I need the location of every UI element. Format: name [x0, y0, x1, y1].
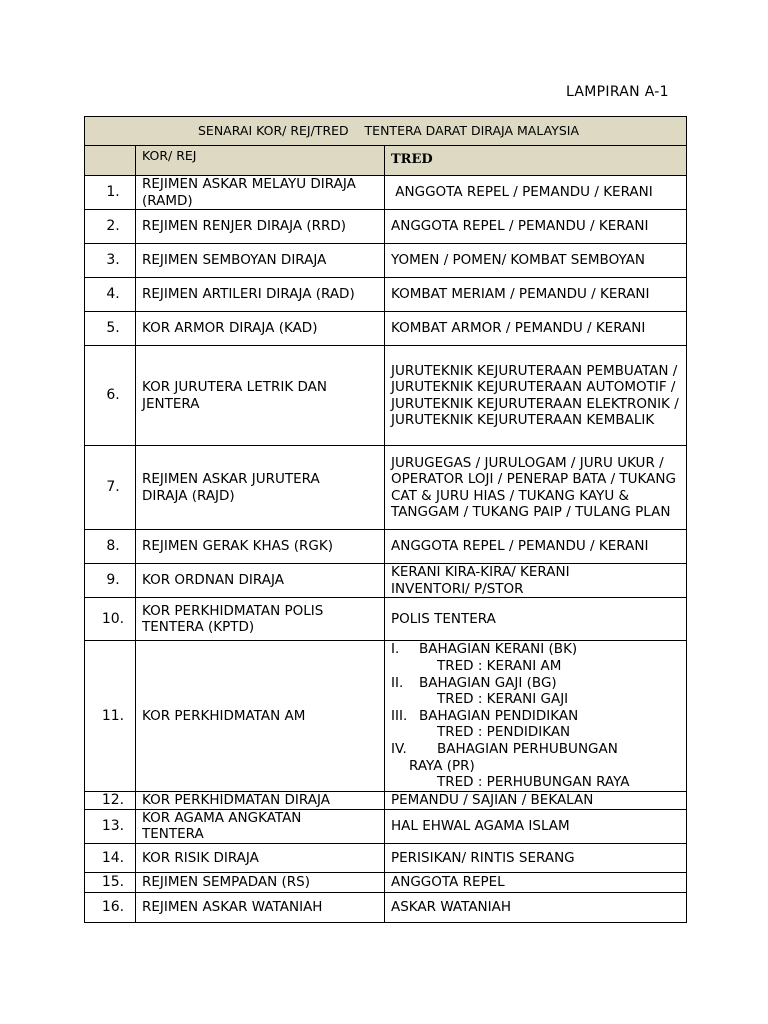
row-kor: KOR AGAMA ANGKATAN TENTERA [136, 809, 385, 843]
table-row [85, 809, 687, 843]
row-kor: KOR JURUTERA LETRIK DAN JENTERA [136, 346, 385, 446]
table-row [85, 210, 687, 244]
row-tred: POLIS TENTERA [385, 598, 687, 641]
row-number: 7. [85, 446, 136, 530]
row-tred: ANGGOTA REPEL / PEMANDU / KERANI [385, 530, 687, 564]
corps-trade-table [84, 116, 687, 923]
row-kor: KOR RISIK DIRAJA [136, 843, 385, 872]
row-tred: ANGGOTA REPEL / PEMANDU / KERANI [385, 176, 687, 210]
row-tred: KOMBAT MERIAM / PEMANDU / KERANI [385, 278, 687, 312]
table-row [85, 530, 687, 564]
tred-list-text: BAHAGIAN PENDIDIKAN [419, 707, 579, 724]
row-kor: REJIMEN ARTILERI DIRAJA (RAD) [136, 278, 385, 312]
tred-list-item [391, 675, 686, 692]
header-kor: KOR/ REJ [136, 146, 385, 176]
tred-list-number: II. [391, 674, 404, 691]
row-tred: ASKAR WATANIAH [385, 892, 687, 922]
row-tred: ANGGOTA REPEL / PEMANDU / KERANI [385, 210, 687, 244]
row-kor: REJIMEN GERAK KHAS (RGK) [136, 530, 385, 564]
table-row [85, 872, 687, 892]
row-number: 2. [85, 210, 136, 244]
table-row [85, 641, 687, 791]
table-row [85, 244, 687, 278]
row-number: 3. [85, 244, 136, 278]
row-kor: REJIMEN SEMBOYAN DIRAJA [136, 244, 385, 278]
row-number: 13. [85, 809, 136, 843]
row-tred: KOMBAT ARMOR / PEMANDU / KERANI [385, 312, 687, 346]
row-tred-list [385, 641, 687, 791]
row-tred: JURUTEKNIK KEJURUTERAAN PEMBUATAN / JURUTEKNIK KEJURUTERAAN AUTOMOTIF / JURUTEKNIK KEJURUTERAAN ELEKTRONIK / JURUTEKNIK KEJURUTERAAN KEMBALIK [385, 346, 687, 446]
tred-list-item [391, 741, 686, 758]
tred-list-text: BAHAGIAN PERHUBUNGAN [437, 740, 618, 757]
table-row [85, 446, 687, 530]
row-kor: KOR ORDNAN DIRAJA [136, 564, 385, 598]
tred-list-item [391, 641, 686, 658]
table-row [85, 843, 687, 872]
row-number: 12. [85, 791, 136, 809]
row-tred: ANGGOTA REPEL [385, 872, 687, 892]
row-number: 1. [85, 176, 136, 210]
table-row [85, 176, 687, 210]
row-tred: YOMEN / POMEN/ KOMBAT SEMBOYAN [385, 244, 687, 278]
table-row [85, 346, 687, 446]
row-kor: REJIMEN SEMPADAN (RS) [136, 872, 385, 892]
table-row [85, 598, 687, 641]
row-kor: KOR PERKHIDMATAN DIRAJA [136, 791, 385, 809]
row-tred: PERISIKAN/ RINTIS SERANG [385, 843, 687, 872]
row-kor: REJIMEN ASKAR WATANIAH [136, 892, 385, 922]
tred-list-sub: TRED : PENDIDIKAN [437, 724, 571, 741]
tred-list-sub: TRED : KERANI GAJI [437, 691, 569, 708]
row-number: 14. [85, 843, 136, 872]
tred-list-text: BAHAGIAN KERANI (BK) [419, 641, 578, 658]
row-kor: REJIMEN ASKAR JURUTERA DIRAJA (RAJD) [136, 446, 385, 530]
table-row [85, 278, 687, 312]
table-row [85, 892, 687, 922]
tred-list-sub: TRED : PERHUBUNGAN RAYA [437, 774, 630, 791]
row-number: 15. [85, 872, 136, 892]
row-number: 8. [85, 530, 136, 564]
header-tred: TRED [385, 146, 687, 176]
row-tred: PEMANDU / SAJIAN / BEKALAN [385, 791, 687, 809]
table-row [85, 312, 687, 346]
row-number: 4. [85, 278, 136, 312]
row-tred: KERANI KIRA-KIRA/ KERANI INVENTORI/ P/STOR [385, 564, 687, 598]
tred-list-number: IV. [391, 740, 407, 757]
tred-list-number: I. [391, 641, 400, 658]
row-number: 10. [85, 598, 136, 641]
table-row [85, 564, 687, 598]
row-number: 9. [85, 564, 136, 598]
tred-list-text: BAHAGIAN GAJI (BG) [419, 674, 557, 691]
table-row [85, 791, 687, 809]
row-number: 6. [85, 346, 136, 446]
tred-list-continuation: RAYA (PR) [409, 757, 475, 774]
row-kor: KOR ARMOR DIRAJA (KAD) [136, 312, 385, 346]
tred-list-item [391, 708, 686, 725]
row-kor: KOR PERKHIDMATAN POLIS TENTERA (KPTD) [136, 598, 385, 641]
tred-list-sub: TRED : KERANI AM [437, 657, 562, 674]
row-kor: REJIMEN ASKAR MELAYU DIRAJA (RAMD) [136, 176, 385, 210]
row-kor: KOR PERKHIDMATAN AM [136, 641, 385, 791]
row-number: 16. [85, 892, 136, 922]
attachment-label: LAMPIRAN A-1 [566, 84, 669, 100]
row-tred: JURUGEGAS / JURULOGAM / JURU UKUR / OPERATOR LOJI / PENERAP BATA / TUKANG CAT & JURU HIAS / TUKANG KAYU & TANGGAM / TUKANG PAIP / TULANG PLAN [385, 446, 687, 530]
row-number: 5. [85, 312, 136, 346]
row-tred: HAL EHWAL AGAMA ISLAM [385, 809, 687, 843]
table-header-row [85, 146, 687, 176]
row-kor: REJIMEN RENJER DIRAJA (RRD) [136, 210, 385, 244]
header-no [85, 146, 136, 176]
tred-list-number: III. [391, 707, 408, 724]
row-number: 11. [85, 641, 136, 791]
table-title: SENARAI KOR/ REJ/TRED TENTERA DARAT DIRAJA MALAYSIA [85, 117, 687, 146]
table-title-row [85, 117, 687, 146]
